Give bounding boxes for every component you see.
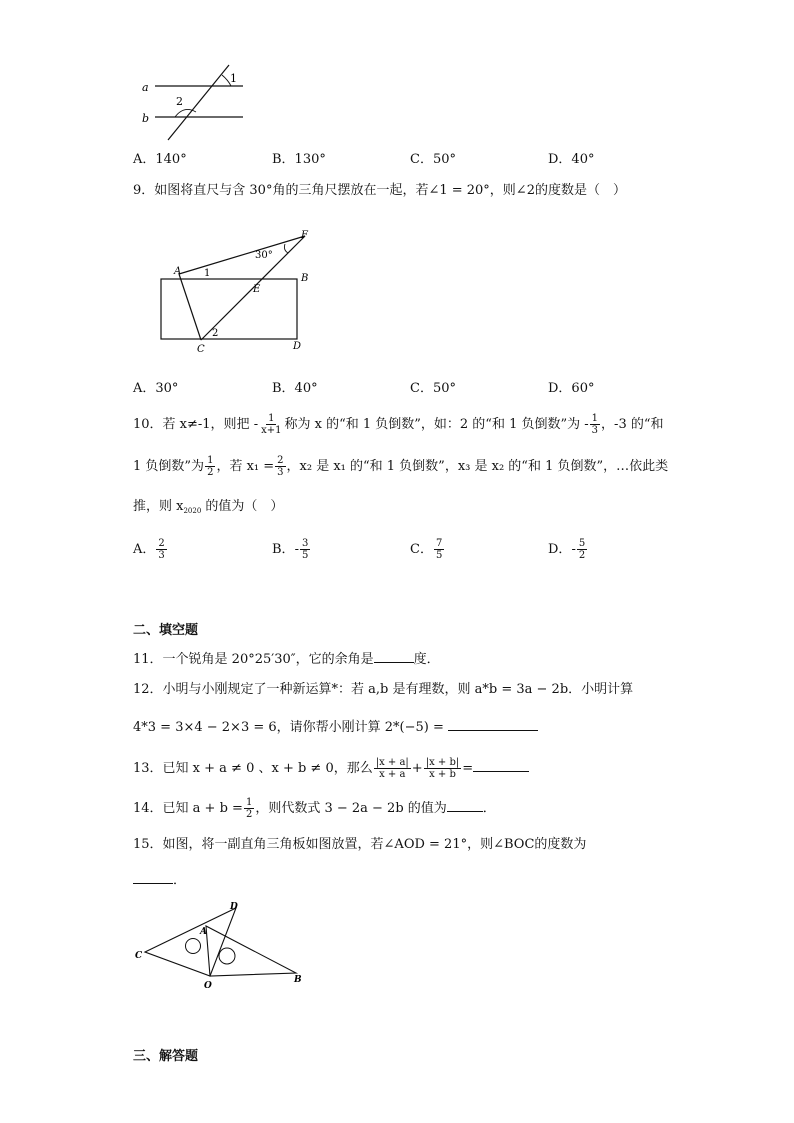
q10-line3: 推，则 $x_{2020}$ 的值为（ ） <box>133 499 284 515</box>
q15-line2: ． <box>133 871 186 890</box>
q10-line2: 1 负倒数”为 $\frac{1}{2}$ ，若 x₁ = $\frac{2}{3}$ ，x₂ 是 x₁ 的“和 1 负倒数”，x₃ 是 x₂ 的“和 1 负倒数”，…依此类 <box>133 455 669 478</box>
q9-option-a: A．30° <box>133 381 179 396</box>
q14-question: 14．已知 a + b = $\frac{1}{2}$ ，则代数式 3 − 2a − 2b 的值为 ． <box>133 797 496 820</box>
triangle-COD <box>145 908 236 976</box>
q8-option-c: C．50° <box>410 152 456 167</box>
q9-option-c: C．50° <box>410 381 456 396</box>
q13-question: 13．已知 x + a ≠ 0 、x + b ≠ 0，那么 $\frac{|x + a|}{x + a}$ + $\frac{|x + b|}{x + b}$ = <box>133 757 529 780</box>
q12-line1: 12．小明与小刚规定了一种新运算*：若 a,b 是有理数，则 a*b = 3a − 2b．小明计算 <box>133 682 634 697</box>
left-hole <box>186 939 201 954</box>
q15-answer-blank <box>133 871 173 884</box>
q13-answer-blank <box>473 759 529 772</box>
q14-answer-blank <box>447 799 483 812</box>
q9-question: 9．如图将直尺与含 30°角的三角尺摆放在一起，若∠1 = 20°，则∠2的度数是（ ） <box>133 183 626 198</box>
q11-answer-blank <box>374 650 414 663</box>
q10-option-d: D．- $\frac{5}{2}$ <box>548 538 586 561</box>
q15-line1: 15．如图，将一副直角三角板如图放置，若∠AOD = 21°，则∠BOC的度数为 <box>133 837 587 852</box>
q12-answer-blank <box>448 718 538 731</box>
q10-option-a: A． $\frac{2}{3}$ <box>133 538 165 561</box>
ruler-rect <box>161 279 297 339</box>
label-D: D <box>293 341 302 352</box>
q10-option-c: C． $\frac{7}{5}$ <box>410 538 443 561</box>
q8-option-b: B．130° <box>272 152 326 167</box>
label-1: 1 <box>230 72 237 85</box>
q8-option-d: D．40° <box>548 152 595 167</box>
label-O: O <box>204 981 212 991</box>
label-b: b <box>142 112 150 125</box>
side-AC <box>179 274 201 340</box>
label-D: D <box>230 902 238 912</box>
section-fill-in-title: 二、填空题 <box>133 623 199 638</box>
label-E: E <box>253 284 261 295</box>
angle-30-arc <box>284 244 288 253</box>
right-hole <box>219 948 235 964</box>
label-C: C <box>135 951 143 961</box>
label-C: C <box>197 344 205 355</box>
parallel-lines-figure <box>130 62 260 146</box>
label-F: F <box>301 230 308 241</box>
q8-option-a: A．140° <box>133 152 187 167</box>
q12-line2: 4*3 = 3×4 − 2×3 = 6，请你帮小刚计算 2*(−5) = <box>133 718 538 737</box>
label-angle1: 1 <box>204 268 211 279</box>
q10-line1: 10．若 x≠-1，则把 - $\frac{1}{x+1}$ 称为 x 的“和 1 负倒数”，如：2 的“和 1 负倒数”为 - $\frac{1}{3}$ ，-3 的“和 <box>133 413 664 436</box>
q11-question: 11．一个锐角是 20°25′30″，它的余角是 度． <box>133 652 440 667</box>
label-2: 2 <box>176 95 183 108</box>
label-30deg: 30° <box>255 250 273 261</box>
angle-2-arc <box>175 109 196 117</box>
label-B: B <box>301 273 309 284</box>
section-solutions-title: 三、解答题 <box>133 1049 199 1064</box>
q9-option-d: D．60° <box>548 381 595 396</box>
q9-option-b: B．40° <box>272 381 318 396</box>
label-a: a <box>142 81 149 94</box>
label-A: A <box>200 927 207 937</box>
set-square-figure <box>130 896 310 992</box>
label-A: A <box>174 266 182 277</box>
ruler-triangle-figure <box>155 222 320 357</box>
label-angle2: 2 <box>212 328 219 339</box>
label-B: B <box>294 975 302 985</box>
q10-option-b: B．- $\frac{3}{5}$ <box>272 538 309 561</box>
